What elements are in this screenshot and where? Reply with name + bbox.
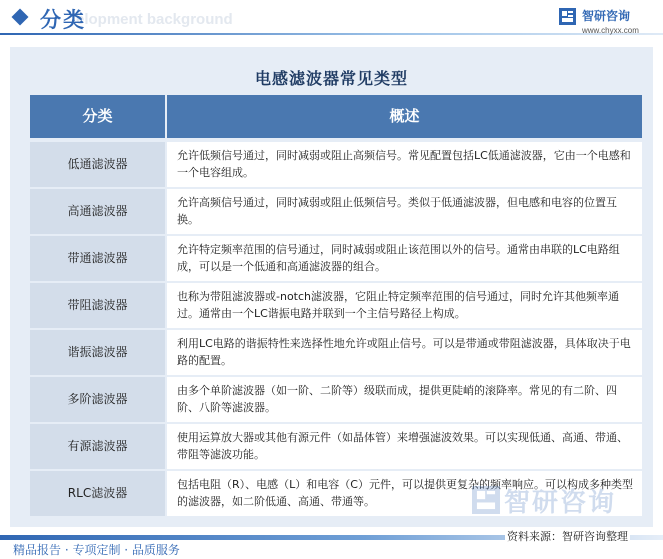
row-description: 允许低频信号通过，同时减弱或阻止高频信号。常见配置包括LC低通滤波器，它由一个电感和一个电容组成。: [167, 142, 642, 187]
section-subtitle: elopment background: [76, 11, 233, 28]
watermark-logo-icon: [472, 486, 500, 514]
row-description: 允许高频信号通过，同时减弱或阻止低频信号。类似于低通滤波器，但电感和电容的位置互换。: [167, 189, 642, 234]
column-header-description: 概述: [167, 95, 642, 138]
row-category: 谐振滤波器: [30, 330, 165, 375]
header-divider: [0, 33, 663, 35]
table-card: [10, 47, 653, 527]
row-category: 高通滤波器: [30, 189, 165, 234]
row-description: 包括电阻（R）、电感（L）和电容（C）元件，可以提供更复杂的频率响应。可以构成多种类型的滤波器，如二阶低通、高通、带通等。: [167, 471, 642, 516]
table-header: [30, 95, 642, 138]
row-description: 允许特定频率范围的信号通过，同时减弱或阻止该范围以外的信号。通常由串联的LC电路组成，可以是一个低通和高通滤波器的组合。: [167, 236, 642, 281]
row-category: 带通滤波器: [30, 236, 165, 281]
section-title: 分类: [40, 8, 86, 32]
row-description: 使用运算放大器或其他有源元件（如晶体管）来增强滤波效果。可以实现低通、高通、带通、带阻等滤波功能。: [167, 424, 642, 469]
brand-url: www.chyxx.com: [582, 26, 639, 35]
row-category: RLC滤波器: [30, 471, 165, 516]
page-header: [0, 0, 663, 40]
footer-services: 精品报告 · 专项定制 · 品质服务: [13, 543, 180, 557]
row-description: 也称为带阻滤波器或-notch滤波器，它阻止特定频率范围的信号通过，同时允许其他频率通过。通常由一个LC谐振电路并联到一个主信号路径上构成。: [167, 283, 642, 328]
row-description: 利用LC电路的谐振特性来选择性地允许或阻止信号。可以是带通或带阻滤波器，具体取决于电路的配置。: [167, 330, 642, 375]
page-footer: [0, 528, 663, 559]
footer-source: 资料来源：智研咨询整理: [507, 530, 628, 543]
row-category: 低通滤波器: [30, 142, 165, 187]
table-row: [30, 283, 642, 328]
table-row: [30, 189, 642, 234]
brand-watermark: [472, 478, 662, 526]
diamond-bullet-icon: [12, 9, 29, 26]
table-row: [30, 424, 642, 469]
brand-name: 智研咨询: [582, 9, 631, 23]
watermark-text: 智研咨询: [504, 488, 617, 518]
row-category: 带阻滤波器: [30, 283, 165, 328]
table-row: [30, 142, 642, 187]
brand-logo-icon: [559, 8, 576, 25]
table-row: [30, 330, 642, 375]
row-category: 多阶滤波器: [30, 377, 165, 422]
table-row: [30, 377, 642, 422]
column-header-category: 分类: [30, 95, 165, 138]
table-row: [30, 236, 642, 281]
table-title: 电感滤波器常见类型: [254, 69, 408, 88]
row-category: 有源滤波器: [30, 424, 165, 469]
row-description: 由多个单阶滤波器（如一阶、二阶等）级联而成，提供更陡峭的滚降率。常见的有二阶、四阶、八阶等滤波器。: [167, 377, 642, 422]
